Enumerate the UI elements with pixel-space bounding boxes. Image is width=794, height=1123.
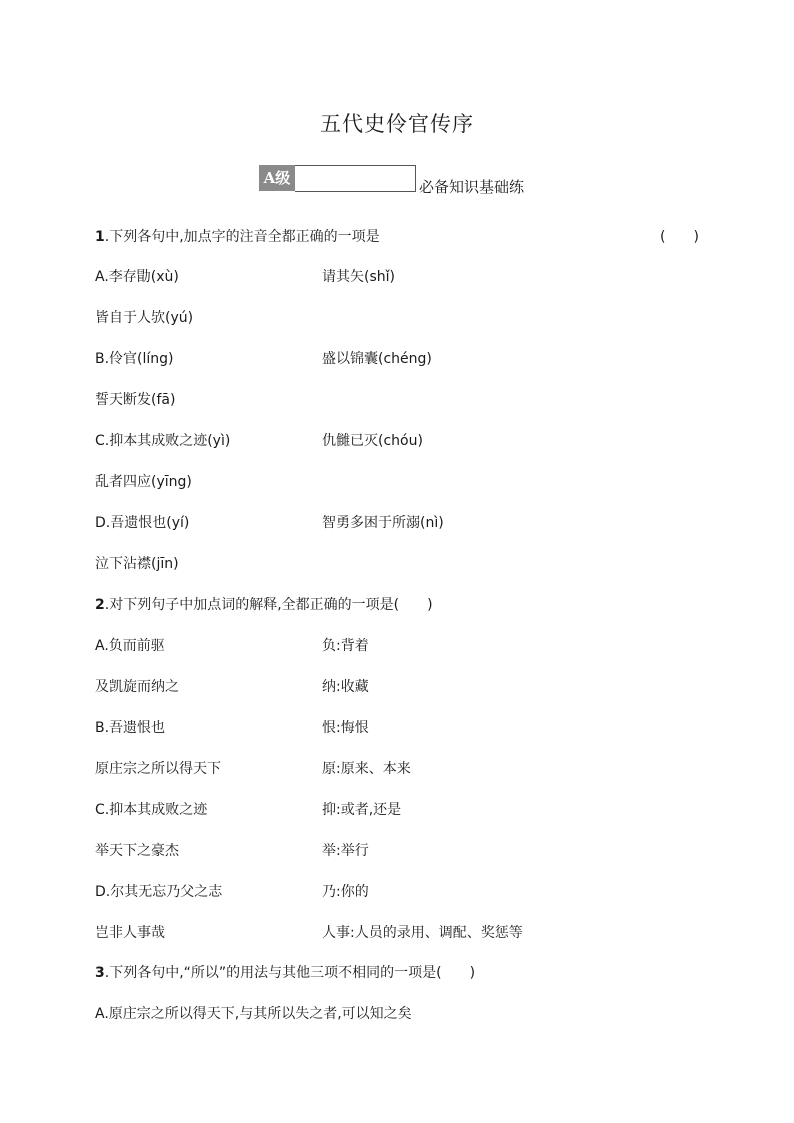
q2-option-a-sentence2: 及凯旋而纳之 (95, 679, 179, 695)
level-label: 必备知识基础练 (419, 178, 525, 196)
q1-option-b-item1: B.伶官(líng) (95, 351, 174, 367)
q1-option-c-item1: C.抑本其成败之迹(yì) (95, 433, 231, 449)
q2-option-d-explain2: 人事:人员的录用、调配、奖惩等 (322, 925, 523, 941)
q1-option-c-item2: 仇雠已灭(chóu) (322, 433, 423, 449)
q2-option-c-sentence1: C.抑本其成败之迹 (95, 802, 208, 818)
q1-option-b-item2: 盛以锦囊(chéng) (322, 351, 432, 367)
level-box (295, 165, 416, 192)
q2-option-d-sentence2: 岂非人事哉 (95, 925, 165, 941)
q2-option-a-explain2: 纳:收藏 (322, 679, 369, 695)
q2-option-d-explain1: 乃:你的 (322, 884, 369, 900)
question-1-stem: 1.下列各句中,加点字的注音全都正确的一项是 (95, 229, 380, 245)
q1-option-d-item1: D.吾遗恨也(yí) (95, 515, 190, 531)
q2-option-c-sentence2: 举天下之豪杰 (95, 843, 179, 859)
q1-option-c-item3: 乱者四应(yīng) (95, 474, 192, 490)
q1-option-b-item3: 誓天断发(fā) (95, 392, 176, 408)
q2-option-b-sentence2: 原庄宗之所以得天下 (95, 761, 221, 777)
question-2-stem: 2.对下列句子中加点词的解释,全都正确的一项是( ) (95, 597, 433, 613)
q2-option-a-explain1: 负:背着 (322, 638, 369, 654)
q1-option-a-item1: A.李存勖(xù) (95, 269, 179, 285)
q1-option-a-item2: 请其矢(shǐ) (322, 269, 395, 285)
q1-option-d-item3: 泣下沾襟(jīn) (95, 556, 179, 572)
q1-option-d-item2: 智勇多困于所溺(nì) (322, 515, 444, 531)
answer-paren: ( ) (660, 229, 699, 245)
q2-option-d-sentence1: D.尔其无忘乃父之志 (95, 884, 223, 900)
question-3-stem: 3.下列各句中,“所以”的用法与其他三项不相同的一项是( ) (95, 965, 476, 981)
q2-option-a-sentence1: A.负而前驱 (95, 638, 165, 654)
q2-option-b-sentence1: B.吾遗恨也 (95, 720, 166, 736)
page-title: 五代史伶官传序 (320, 112, 474, 136)
q2-option-c-explain2: 举:举行 (322, 843, 369, 859)
q2-option-b-explain1: 恨:悔恨 (322, 720, 369, 736)
level-badge: A级 (259, 165, 295, 191)
q1-option-a-item3: 皆自于人欤(yú) (95, 310, 194, 326)
q2-option-b-explain2: 原:原来、本来 (322, 761, 411, 777)
q2-option-c-explain1: 抑:或者,还是 (322, 802, 402, 818)
q3-option-a: A.原庄宗之所以得天下,与其所以失之者,可以知之矣 (95, 1006, 412, 1022)
